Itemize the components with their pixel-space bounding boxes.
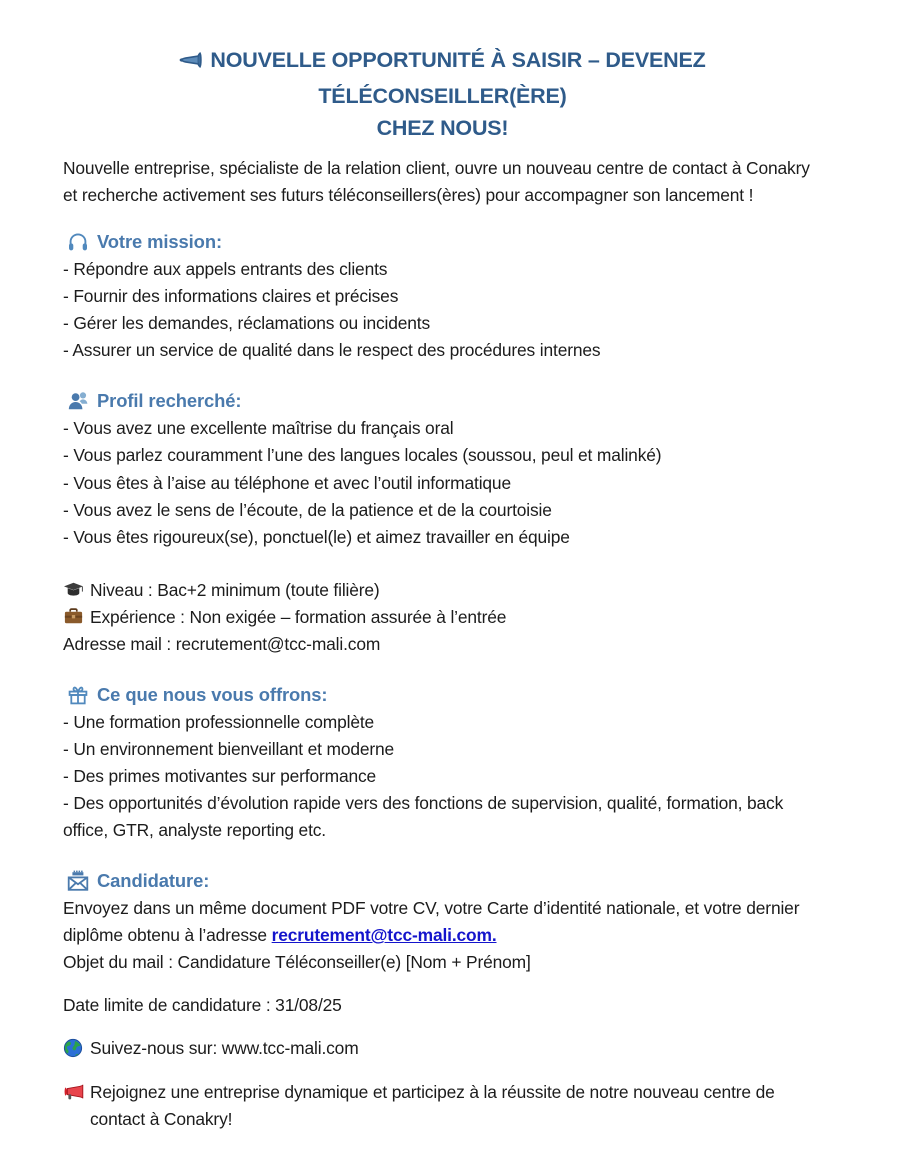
gift-icon — [67, 684, 89, 706]
graduation-cap-icon — [63, 578, 87, 602]
list-item: - Des primes motivantes sur performance — [63, 766, 377, 787]
niveau-line — [63, 577, 822, 604]
closing-text: Rejoignez une entreprise dynamique et participez à la réussite de notre nouveau centre de contact à Conakry! — [90, 1081, 775, 1129]
email-link[interactable]: recrutement@tcc-mali.com. — [271, 925, 497, 946]
section-heading-candidature-label: Candidature: — [97, 870, 210, 892]
website-line — [63, 1035, 822, 1062]
headphones-icon — [67, 231, 89, 253]
section-heading-candidature — [67, 870, 822, 892]
spacer — [63, 364, 822, 390]
mission-list — [63, 256, 822, 364]
section-heading-offrons-label: Ce que nous vous offrons: — [97, 683, 328, 705]
list-item: - Des opportunités d’évolution rapide vers des fonctions de supervision, qualité, formation, back office, GTR, analyste reporting etc. — [63, 793, 788, 841]
list-item: - Vous parlez couramment l’une des langues locales (soussou, peul et malinké) — [63, 445, 662, 466]
candidature-objet: Objet du mail : Candidature Téléconseiller(e) [Nom + Prénom] — [63, 952, 531, 973]
date-limite: Date limite de candidature : 31/08/25 — [63, 995, 342, 1016]
spacer — [63, 209, 822, 231]
candidature-instructions-text: Envoyez dans un même document PDF votre CV, votre Carte d’identité nationale, et votre dernier diplôme obtenu à l’adresse — [63, 898, 800, 946]
spacer — [63, 551, 822, 577]
title-text-1: NOUVELLE OPPORTUNITÉ À SAISIR – DEVENEZ TÉLÉCONSEILLER(ÈRE) — [210, 48, 706, 108]
spacer — [63, 844, 822, 870]
list-item: - Une formation professionnelle complète — [63, 711, 375, 732]
adresse-mail-line: Adresse mail : recrutement@tcc-mali.com — [63, 633, 381, 654]
list-item: - Vous avez le sens de l’écoute, de la patience et de la courtoisie — [63, 499, 552, 520]
globe-icon — [63, 1036, 87, 1060]
section-heading-offrons — [67, 684, 822, 706]
list-item: - Gérer les demandes, réclamations ou incidents — [63, 313, 431, 334]
list-item: - Un environnement bienveillant et moderne — [63, 738, 395, 759]
spacer — [63, 658, 822, 684]
person-profile-icon — [67, 390, 89, 412]
red-megaphone-icon — [63, 1080, 87, 1104]
experience-text: Expérience : Non exigée – formation assurée à l’entrée — [90, 606, 507, 627]
intro-paragraph: Nouvelle entreprise, spécialiste de la relation client, ouvre un nouveau centre de contact à Conakry et recherche activement ses futurs téléconseillers(ères) pour accompagner son lancement ! — [63, 158, 810, 206]
megaphone-icon — [179, 47, 203, 80]
spacer — [63, 976, 822, 992]
experience-line — [63, 604, 822, 631]
list-item: - Vous êtes rigoureux(se), ponctuel(le) et aimez travailler en équipe — [63, 526, 570, 547]
envelope-icon — [67, 870, 89, 892]
list-item: - Fournir des informations claires et précises — [63, 286, 399, 307]
briefcase-icon — [63, 605, 87, 629]
list-item: - Assurer un service de qualité dans le respect des procédures internes — [63, 340, 601, 361]
page-title — [63, 44, 822, 145]
list-item: - Répondre aux appels entrants des clients — [63, 259, 388, 280]
section-heading-profil — [67, 390, 822, 412]
section-heading-mission — [67, 231, 822, 253]
section-heading-mission-label: Votre mission: — [97, 231, 222, 253]
spacer — [63, 1019, 822, 1035]
list-item: - Vous êtes à l’aise au téléphone et avec l’outil informatique — [63, 472, 511, 493]
profil-list — [63, 415, 822, 550]
niveau-text: Niveau : Bac+2 minimum (toute filière) — [90, 579, 380, 600]
candidature-instructions — [63, 895, 822, 949]
offrons-list — [63, 709, 822, 844]
title-line-1 — [67, 44, 818, 112]
list-item: - Vous avez une excellente maîtrise du français oral — [63, 418, 454, 439]
website-text: Suivez-nous sur: www.tcc-mali.com — [90, 1038, 359, 1059]
title-line-2: CHEZ NOUS! — [376, 116, 509, 141]
section-heading-profil-label: Profil recherché: — [97, 390, 242, 412]
spacer — [63, 1063, 822, 1079]
closing-line — [63, 1079, 822, 1133]
